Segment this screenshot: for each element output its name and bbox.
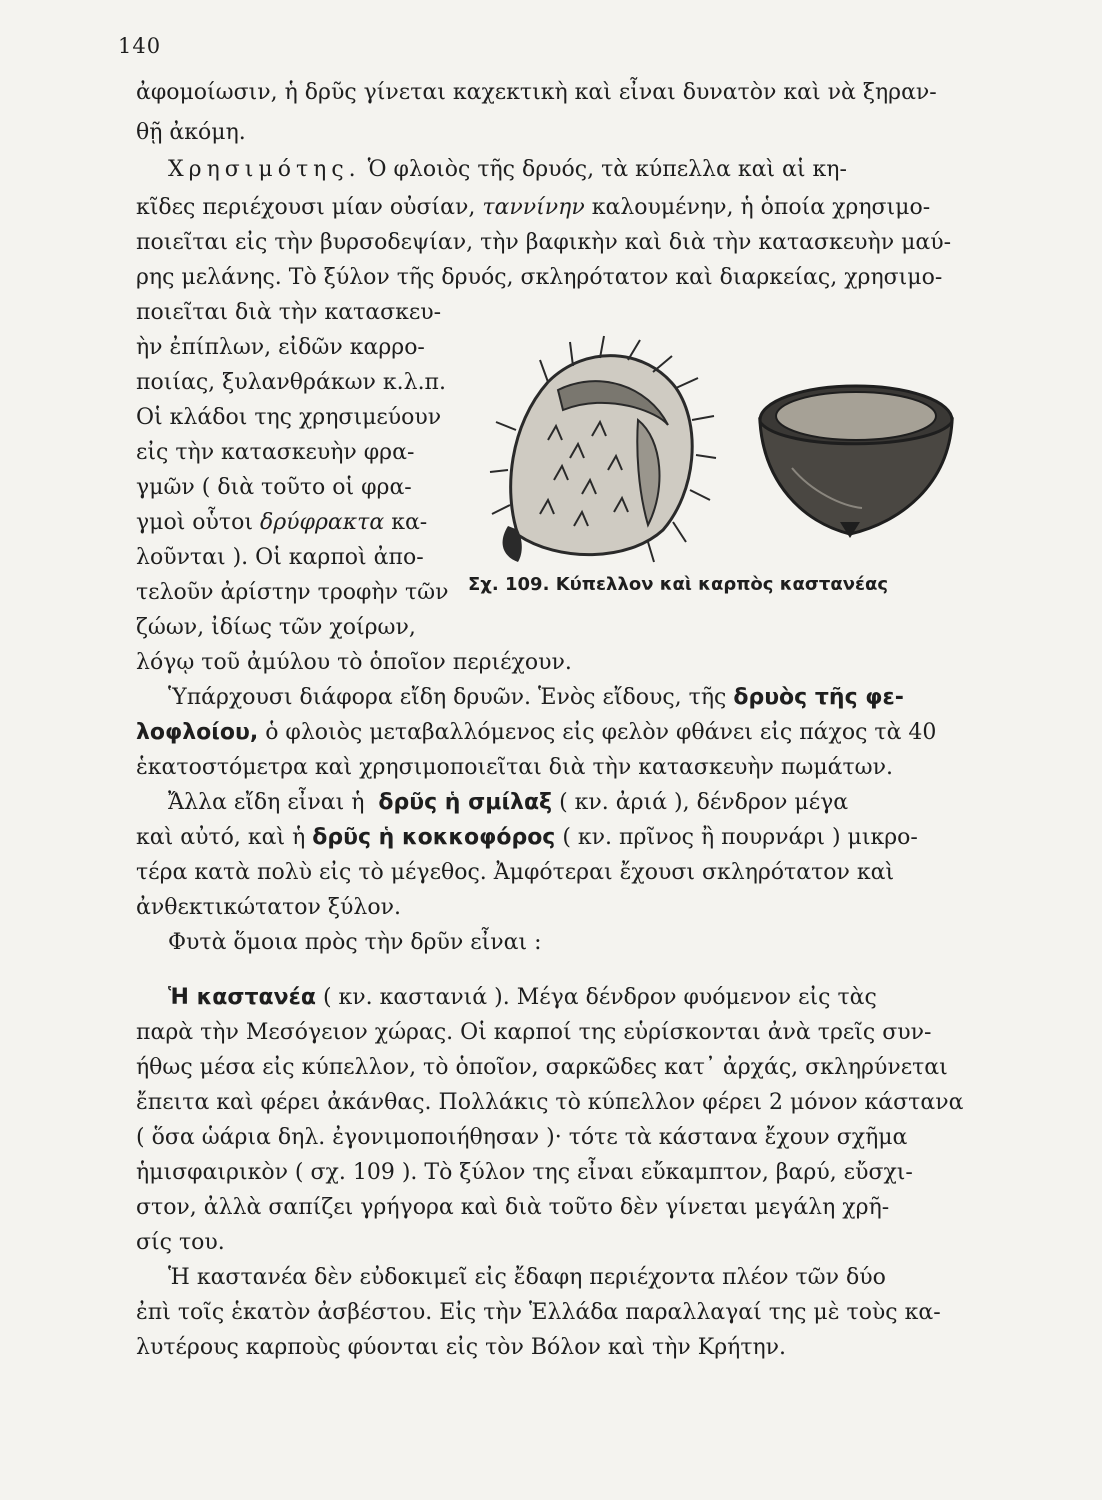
species-name: δρυὸς τῆς φε- xyxy=(733,685,904,710)
text-line: ( ὅσα ὡάρια δηλ. ἐγονιμοποιήθησαν )· τότε τὰ κάστανα ἔχουν σχῆμα xyxy=(136,1125,908,1150)
text-line: Οἱ κλάδοι της χρησιμεύουν xyxy=(136,405,442,430)
text-line: ήθως μέσα εἰς κύπελλον, τὸ ὁποῖον, σαρκῶδες κατ᾽ ἀρχάς, σκληρύνεται xyxy=(136,1055,948,1080)
text-span: κῖδες περιέχουσι μίαν οὐσίαν, xyxy=(136,195,476,220)
section-heading: Χρησιμότης. xyxy=(168,157,361,182)
text-line: λοῦνται ). Οἱ καρποὶ ἀπο- xyxy=(136,545,424,570)
text-line xyxy=(136,508,427,538)
text-line: παρὰ τὴν Μεσόγειον χώρας. Οἱ καρποί της εὑρίσκονται ἀνὰ τρεῖς συν- xyxy=(136,1020,932,1045)
text-line xyxy=(168,683,904,713)
text-line: Φυτὰ ὅμοια πρὸς τὴν δρῦν εἶναι : xyxy=(168,930,542,955)
text-span: Ὁ φλοιὸς τῆς δρυός, τὰ κύπελλα καὶ αἱ κη- xyxy=(367,157,847,182)
text-line xyxy=(168,788,848,818)
text-span: καλουμένην, ἡ ὁποία χρησιμο- xyxy=(591,195,931,220)
text-line xyxy=(168,983,877,1013)
term-tannin: ταννίνην xyxy=(482,195,585,220)
text-span: γμοὶ οὗτοι xyxy=(136,510,253,535)
text-line: ποιεῖται εἰς τὴν βυρσοδεψίαν, τὴν βαφικὴν καὶ διὰ τὴν κατασκευὴν μαύ- xyxy=(136,230,952,255)
text-span: ( κν. καστανιά ). Μέγα δένδρον φυόμενον εἰς τὰς xyxy=(322,985,877,1010)
text-line: ὴν ἐπίπλων, εἰδῶν καρρο- xyxy=(136,335,425,360)
text-line: εἰς τὴν κατασκευὴν φρα- xyxy=(136,440,415,465)
text-span: καὶ αὐτό, καὶ ἡ xyxy=(136,825,306,850)
figure-caption: Σχ. 109. Κύπελλον καὶ καρπὸς καστανέας xyxy=(468,574,889,595)
species-name: δρῦς ἡ κοκκοφόρος xyxy=(312,825,556,850)
chestnut-cupule-illustration xyxy=(488,330,718,566)
text-line: ἑκατοστόμετρα καὶ χρησιμοποιεῖται διὰ τὴν κατασκευὴν πωμάτων. xyxy=(136,755,893,780)
species-name: Ἡ καστανέα xyxy=(168,985,316,1010)
text-line: ἡμισφαιρικὸν ( σχ. 109 ). Τὸ ξύλον της εἶναι εὔκαμπτον, βαρύ, εὔσχι- xyxy=(136,1160,913,1185)
text-span: κα- xyxy=(391,510,428,535)
text-line: τέρα κατὰ πολὺ εἰς τὸ μέγεθος. Ἀμφότεραι ἔχουσι σκληρότατον καὶ xyxy=(136,860,895,885)
text-line: ἀφομοίωσιν, ἡ δρῦς γίνεται καχεκτικὴ καὶ εἶναι δυνατὸν καὶ νὰ ξηραν- xyxy=(136,80,937,105)
text-line: σίς του. xyxy=(136,1230,225,1255)
species-name: λοφλοίου, xyxy=(136,720,259,745)
text-line: στον, ἀλλὰ σαπίζει γρήγορα καὶ διὰ τοῦτο δὲν γίνεται μεγάλη χρῆ- xyxy=(136,1195,890,1220)
text-line: θῇ ἀκόμη. xyxy=(136,120,246,145)
text-span: ( κν. ἀριά ), δένδρον μέγα xyxy=(559,790,849,815)
text-line: τελοῦν ἀρίστην τροφὴν τῶν xyxy=(136,580,449,605)
text-line: ποιεῖται διὰ τὴν κατασκευ- xyxy=(136,300,442,325)
text-line xyxy=(136,193,930,223)
text-line: ποιίας, ξυλανθράκων κ.λ.π. xyxy=(136,370,447,395)
text-line: ἀνθεκτικώτατον ξύλον. xyxy=(136,895,401,920)
text-line: Ἡ καστανέα δὲν εὐδοκιμεῖ εἰς ἔδαφη περιέχοντα πλέον τῶν δύο xyxy=(168,1265,886,1290)
text-span: ( κν. πρῖνος ἢ πουρνάρι ) μικρο- xyxy=(562,825,918,850)
chestnut-fruit-illustration xyxy=(752,372,962,544)
text-line xyxy=(136,718,936,748)
text-line: ζώων, ἰδίως τῶν χοίρων, xyxy=(136,615,416,640)
text-line: λόγῳ τοῦ ἀμύλου τὸ ὁποῖον περιέχουν. xyxy=(136,650,572,675)
text-span: ὁ φλοιὸς μεταβαλλόμενος εἰς φελὸν φθάνει εἰς πάχος τὰ 40 xyxy=(265,720,937,745)
text-line: ρης μελάνης. Τὸ ξύλον τῆς δρυός, σκληρότατον καὶ διαρκείας, χρησιμο- xyxy=(136,265,943,290)
text-line: ἐπὶ τοῖς ἑκατὸν ἀσβέστου. Εἰς τὴν Ἑλλάδα παραλλαγαί της μὲ τοὺς κα- xyxy=(136,1300,941,1325)
page-number: 140 xyxy=(118,34,162,58)
text-line: γμῶν ( διὰ τοῦτο οἱ φρα- xyxy=(136,475,412,500)
text-span: Ὑπάρχουσι διάφορα εἴδη δρυῶν. Ἑνὸς εἴδους, τῆς xyxy=(168,685,727,710)
text-line: λυτέρους καρποὺς φύονται εἰς τὸν Βόλον καὶ τὴν Κρήτην. xyxy=(136,1335,787,1360)
text-line: ἔπειτα καὶ φέρει ἀκάνθας. Πολλάκις τὸ κύπελλον φέρει 2 μόνον κάστανα xyxy=(136,1090,964,1115)
species-name: δρῦς ἡ σμίλαξ xyxy=(378,790,553,815)
text-line xyxy=(168,155,847,185)
text-span: Ἄλλα εἴδη εἶναι ἡ xyxy=(168,790,365,815)
term-dryfrakta: δρύφρακτα xyxy=(259,510,385,535)
text-line xyxy=(136,823,918,853)
